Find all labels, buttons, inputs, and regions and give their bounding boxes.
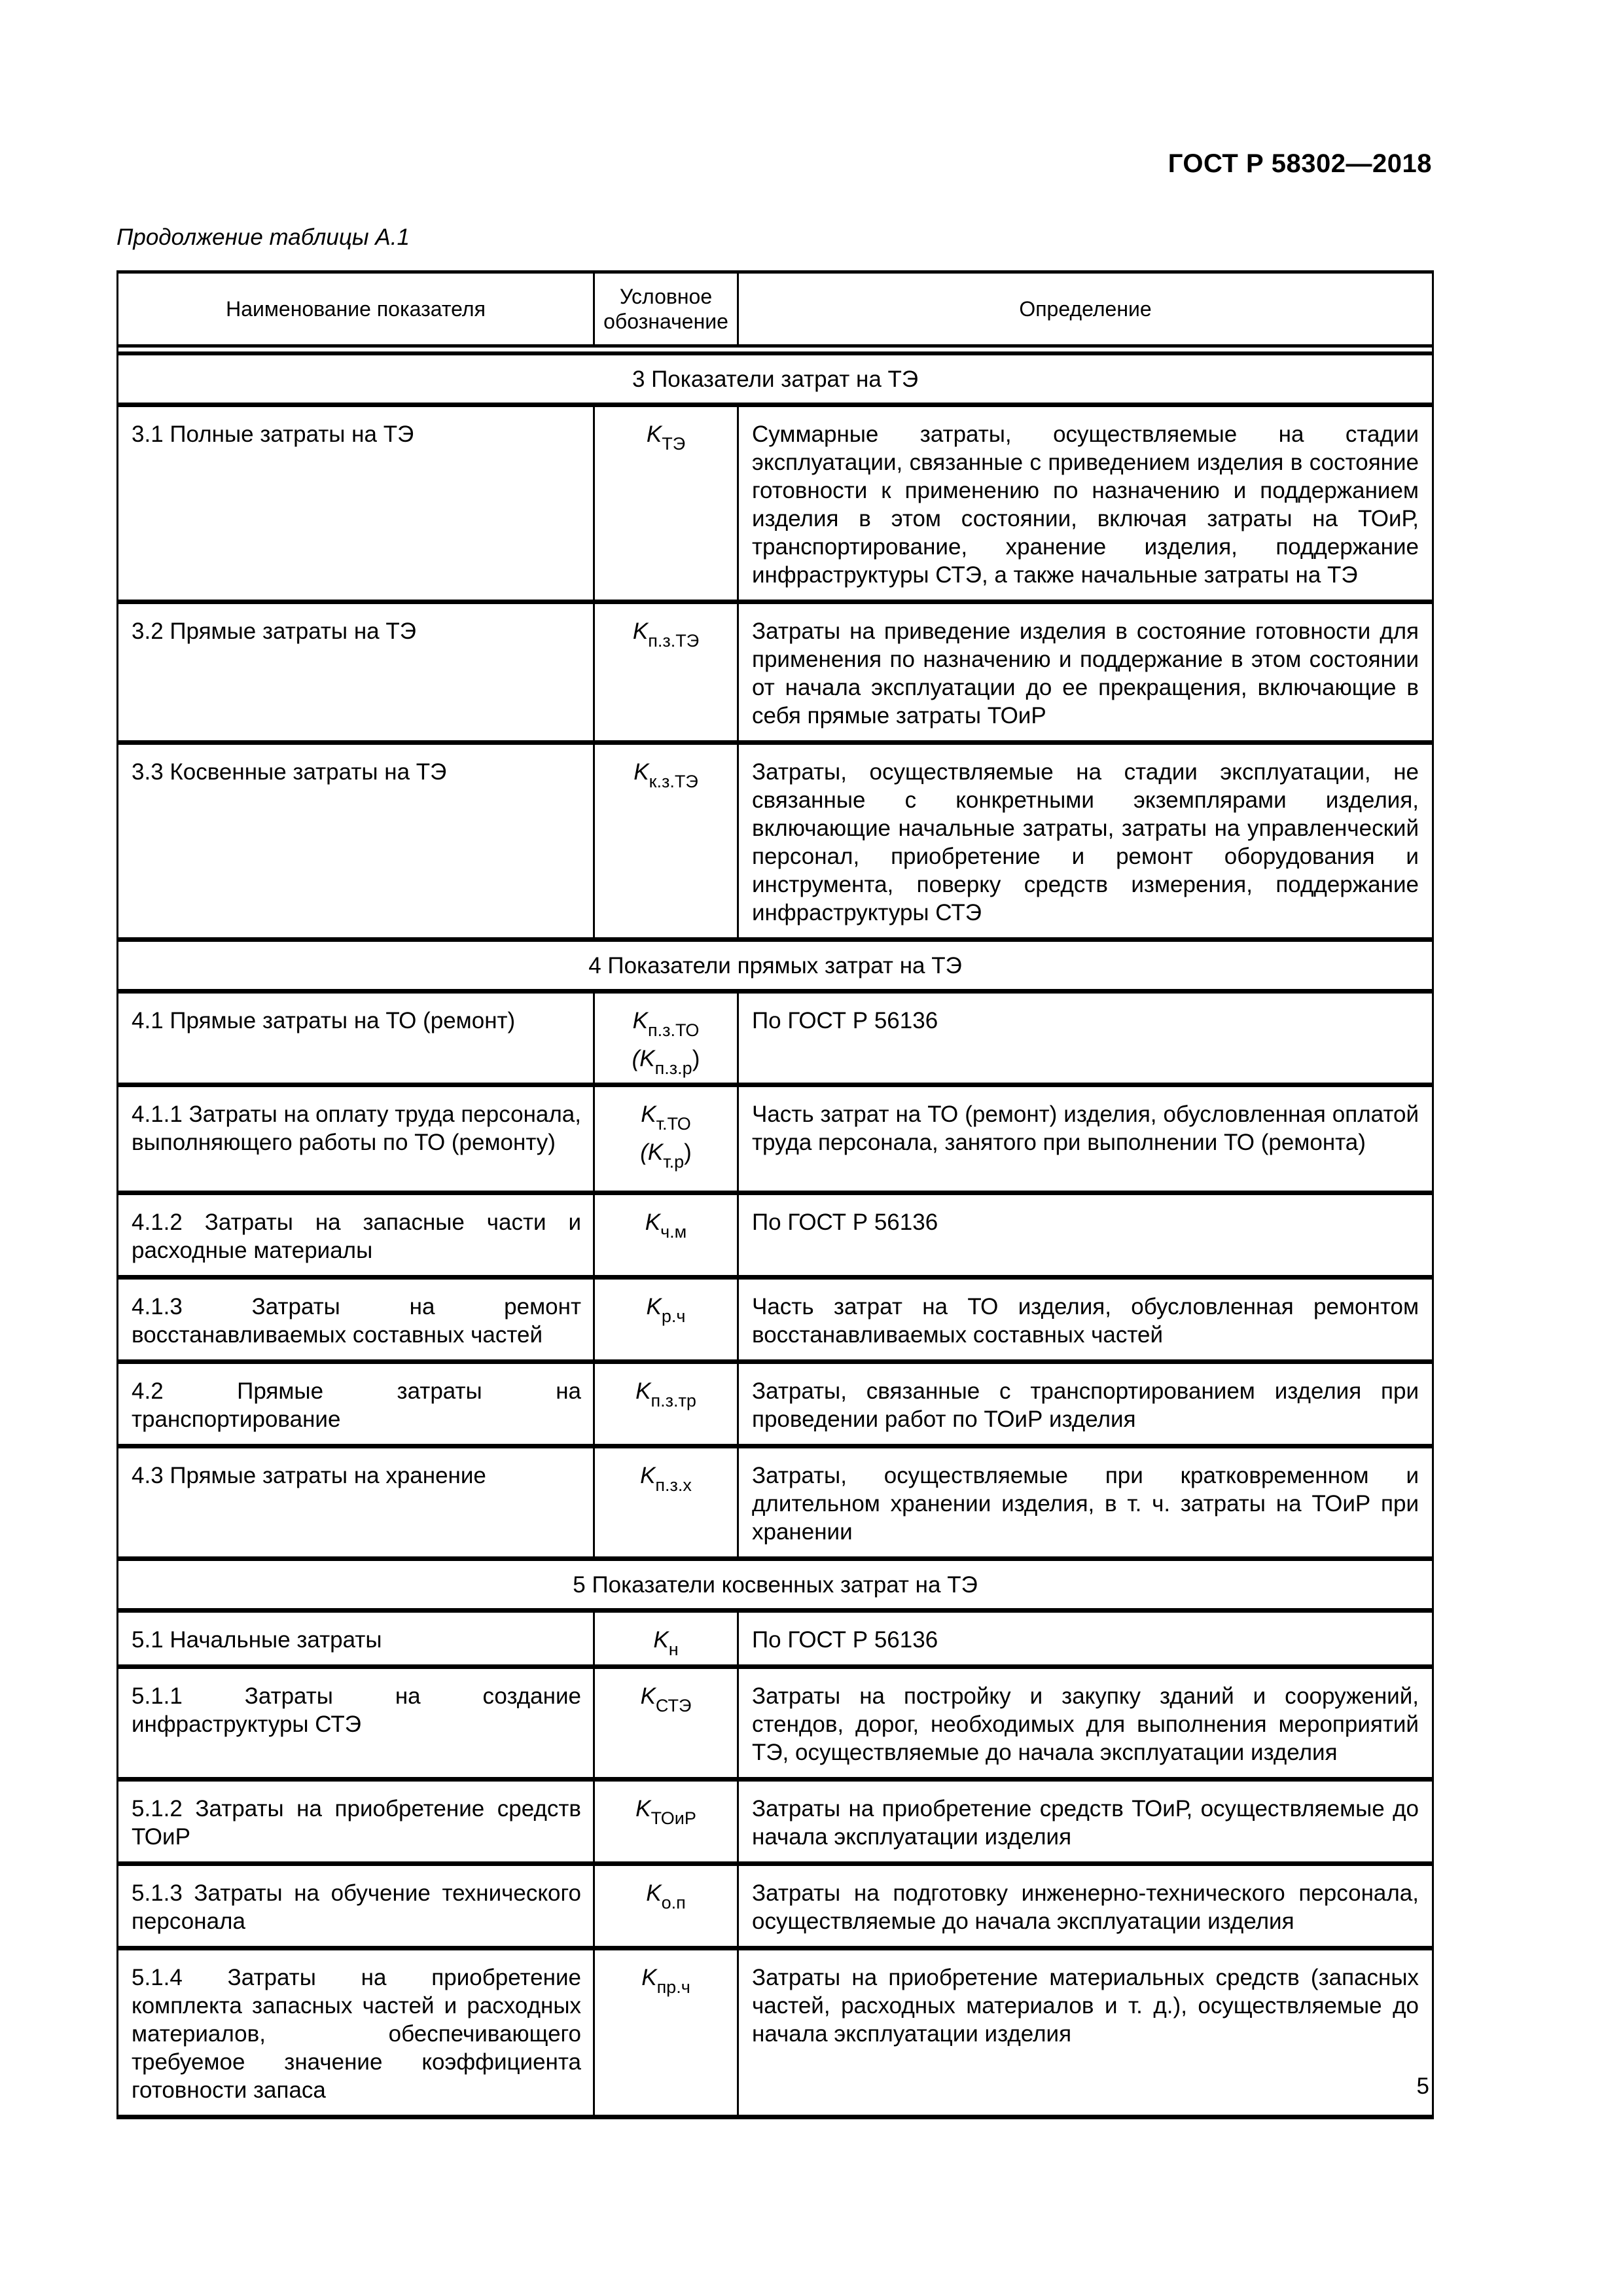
indicator-name: 3.1 Полные затраты на ТЭ	[118, 405, 594, 602]
primary-symbol	[595, 617, 737, 655]
primary-symbol	[595, 1100, 737, 1138]
indicator-symbol	[594, 405, 738, 602]
table-row	[118, 1278, 1433, 1362]
indicator-definition: По ГОСТ Р 56136	[738, 992, 1433, 1085]
symbol-base: K	[646, 422, 662, 447]
symbol-subscript: т.р	[663, 1152, 685, 1172]
indicator-name: 5.1.3 Затраты на обучение технического персонала	[118, 1864, 594, 1948]
symbol-base: K	[641, 1102, 656, 1127]
section-title: 3 Показатели затрат на ТЭ	[118, 353, 1433, 405]
primary-symbol	[595, 1682, 737, 1720]
primary-symbol	[595, 1293, 737, 1331]
table-row	[118, 743, 1433, 940]
indicator-name: 4.1 Прямые затраты на ТО (ремонт)	[118, 992, 594, 1085]
indicator-definition: По ГОСТ Р 56136	[738, 1611, 1433, 1667]
primary-symbol	[595, 1626, 737, 1664]
indicator-name: 4.1.3 Затраты на ремонт восстанавливаемых составных частей	[118, 1278, 594, 1362]
symbol-base: K	[632, 1008, 649, 1033]
indicator-name: 4.3 Прямые затраты на хранение	[118, 1446, 594, 1559]
section-title: 4 Показатели прямых затрат на ТЭ	[118, 940, 1433, 992]
symbol-base: K	[646, 1880, 662, 1906]
table-body	[118, 346, 1433, 2117]
indicator-definition: Суммарные затраты, осуществляемые на стадии эксплуатации, связанные с приведением изделия в состояние готовности к применению по назначению и поддержанием изделия в этом состоянии, включая затраты на ТОиР, транспортирование, хранение изделия, поддержание инфраструктуры СТЭ, а также начальные затраты на ТЭ	[738, 405, 1433, 602]
indicator-symbol	[594, 1278, 738, 1362]
indicator-symbol	[594, 1667, 738, 1780]
indicator-symbol	[594, 743, 738, 940]
symbol-subscript: ТОиР	[651, 1808, 696, 1828]
indicator-definition: Затраты, осуществляемые при кратковременном и длительном хранении изделия, в т. ч. затраты на ТОиР при хранении	[738, 1446, 1433, 1559]
alternate-symbol: $(K_{п.з.р})$	[632, 1046, 700, 1078]
page-number: 5	[1416, 2073, 1429, 2099]
header-separator	[118, 346, 1433, 354]
symbol-base: K	[635, 1796, 651, 1821]
indicator-definition: Затраты на постройку и закупку зданий и сооружений, стендов, дорог, необходимых для выполнения мероприятий ТЭ, осуществляемые до начала эксплуатации изделия	[738, 1667, 1433, 1780]
table-row	[118, 405, 1433, 602]
table-row	[118, 1446, 1433, 1559]
symbol-subscript: пр.ч	[656, 1977, 690, 1997]
symbol-subscript: к.з.ТЭ	[649, 772, 698, 791]
indicator-symbol	[594, 1864, 738, 1948]
section-header-row	[118, 353, 1433, 405]
indicator-symbol	[594, 992, 738, 1085]
indicator-symbol	[594, 602, 738, 743]
symbol-base: K	[645, 1210, 661, 1235]
table-caption: Продолжение таблицы А.1	[116, 224, 410, 250]
column-header-name: Наименование показателя	[118, 272, 594, 346]
primary-symbol	[595, 420, 737, 458]
symbol-subscript: ч.м	[660, 1222, 687, 1242]
column-header-symbol: Условное обозначение	[594, 272, 738, 346]
symbol-base: K	[653, 1627, 669, 1653]
symbol-base: K	[635, 1378, 651, 1404]
symbol-subscript: п.з.ТО	[648, 1020, 700, 1040]
symbol-base: K	[640, 1683, 656, 1709]
primary-symbol	[595, 1795, 737, 1833]
indicator-definition: Затраты на подготовку инженерно-технического персонала, осуществляемые до начала эксплуатации изделия	[738, 1864, 1433, 1948]
symbol-subscript: т.ТО	[656, 1114, 691, 1134]
indicator-symbol	[594, 1085, 738, 1193]
table-row	[118, 1611, 1433, 1667]
table-row	[118, 1085, 1433, 1193]
indicator-symbol	[594, 1193, 738, 1278]
section-header-row	[118, 1559, 1433, 1611]
alternate-symbol: $(K_{т.р})$	[640, 1139, 692, 1172]
indicator-name: 4.1.2 Затраты на запасные части и расходные материалы	[118, 1193, 594, 1278]
symbol-subscript: о.п	[661, 1893, 686, 1912]
symbol-subscript: п.з.тр	[651, 1391, 696, 1410]
table-header-row	[118, 272, 1433, 346]
symbol-subscript: СТЭ	[655, 1696, 692, 1715]
indicator-symbol	[594, 1362, 738, 1446]
table-row	[118, 1193, 1433, 1278]
indicator-definition: Затраты на приобретение средств ТОиР, осуществляемые до начала эксплуатации изделия	[738, 1780, 1433, 1864]
primary-symbol	[595, 1208, 737, 1246]
primary-symbol	[595, 1462, 737, 1499]
primary-symbol	[595, 1377, 737, 1415]
indicator-definition: Часть затрат на ТО изделия, обусловленная ремонтом восстанавливаемых составных частей	[738, 1278, 1433, 1362]
symbol-base: K	[647, 1139, 664, 1165]
symbol-base: K	[639, 1046, 655, 1071]
table-row	[118, 992, 1433, 1085]
symbol-subscript: п.з.р	[654, 1058, 692, 1078]
symbol-subscript: п.з.ТЭ	[648, 631, 700, 651]
indicator-symbol	[594, 1611, 738, 1667]
indicator-definition: Затраты, осуществляемые на стадии эксплуатации, не связанные с конкретными экземплярами изделия, включающие начальные затраты, затраты на управленческий персонал, приобретение и ремонт оборудования и инструмента, поверку средств измерения, поддержание инфраструктуры СТЭ	[738, 743, 1433, 940]
section-header-row	[118, 940, 1433, 992]
symbol-subscript: н	[668, 1640, 679, 1659]
primary-symbol	[595, 1007, 737, 1045]
primary-symbol	[595, 1964, 737, 2001]
document-designation: ГОСТ Р 58302—2018	[1168, 149, 1432, 178]
indicator-definition: Затраты на приведение изделия в состояние готовности для применения по назначению и поддержание в этом состоянии от начала эксплуатации до ее прекращения, включающие в себя прямые затраты ТОиР	[738, 602, 1433, 743]
table-row	[118, 1780, 1433, 1864]
symbol-base: K	[633, 759, 649, 785]
indicator-definition: Затраты на приобретение материальных средств (запасных частей, расходных материалов и т. д.), осуществляемые до начала эксплуатации изделия	[738, 1948, 1433, 2117]
indicator-name: 3.2 Прямые затраты на ТЭ	[118, 602, 594, 743]
table-row	[118, 602, 1433, 743]
indicator-name: 5.1.2 Затраты на приобретение средств ТОиР	[118, 1780, 594, 1864]
indicator-definition: По ГОСТ Р 56136	[738, 1193, 1433, 1278]
indicator-name: 4.1.1 Затраты на оплату труда персонала, выполняющего работы по ТО (ремонту)	[118, 1085, 594, 1193]
section-title: 5 Показатели косвенных затрат на ТЭ	[118, 1559, 1433, 1611]
indicator-definition: Затраты, связанные с транспортированием изделия при проведении работ по ТОиР изделия	[738, 1362, 1433, 1446]
table-row	[118, 1948, 1433, 2117]
symbol-base: K	[640, 1463, 656, 1488]
indicator-symbol	[594, 1780, 738, 1864]
indicator-definition: Часть затрат на ТО (ремонт) изделия, обусловленная оплатой труда персонала, занятого при выполнении ТО (ремонта)	[738, 1085, 1433, 1193]
table-row	[118, 1362, 1433, 1446]
table-row	[118, 1864, 1433, 1948]
primary-symbol	[595, 1879, 737, 1917]
indicators-table	[116, 270, 1434, 2119]
column-header-definition: Определение	[738, 272, 1433, 346]
indicator-symbol	[594, 1948, 738, 2117]
symbol-base: K	[641, 1965, 657, 1990]
indicator-symbol	[594, 1446, 738, 1559]
symbol-base: K	[632, 619, 649, 644]
indicator-name: 4.2 Прямые затраты на транспортирование	[118, 1362, 594, 1446]
primary-symbol	[595, 758, 737, 796]
symbol-base: K	[646, 1294, 662, 1319]
indicator-name: 5.1.4 Затраты на приобретение комплекта запасных частей и расходных материалов, обеспечивающего требуемое значение коэффициента готовности запаса	[118, 1948, 594, 2117]
indicator-name: 5.1 Начальные затраты	[118, 1611, 594, 1667]
indicator-name: 3.3 Косвенные затраты на ТЭ	[118, 743, 594, 940]
indicator-name: 5.1.1 Затраты на создание инфраструктуры СТЭ	[118, 1667, 594, 1780]
table-row	[118, 1667, 1433, 1780]
symbol-subscript: ТЭ	[662, 434, 686, 454]
symbol-subscript: р.ч	[661, 1306, 686, 1326]
symbol-subscript: п.з.х	[655, 1475, 692, 1495]
